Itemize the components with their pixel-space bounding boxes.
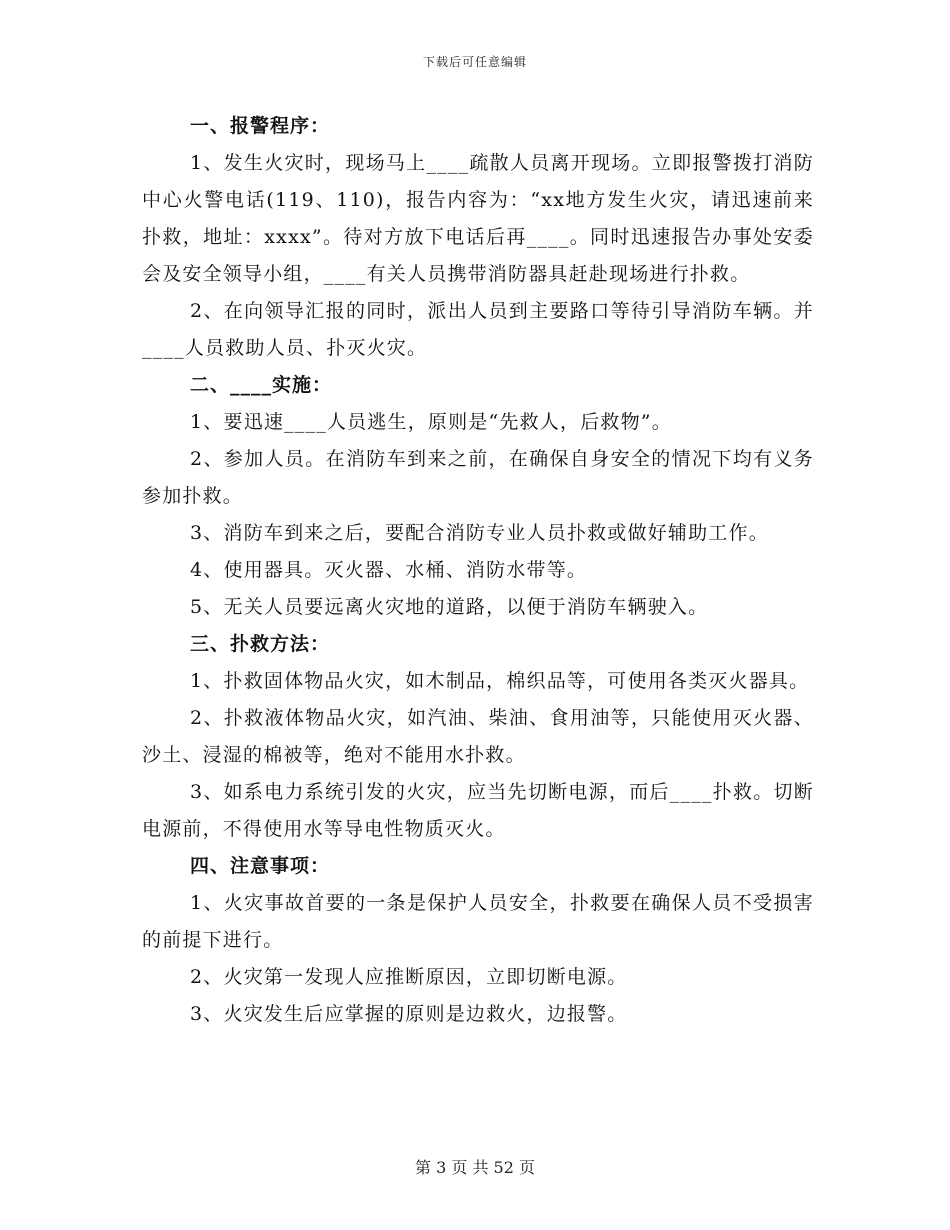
page-number: 第 3 页 共 52 页	[415, 1158, 535, 1177]
paragraph: 3、消防车到来之后，要配合消防专业人员扑救或做好辅助工作。	[190, 522, 769, 544]
paragraph: 2、在向领导汇报的同时，派出人员到主要路口等待引导消防车辆。并____人员救助人员、扑灭火灾。	[142, 300, 814, 359]
paragraph: 3、火灾发生后应掌握的原则是边救火，边报警。	[190, 1003, 628, 1025]
paragraph: 5、无关人员要远离火灾地的道路，以便于消防车辆驶入。	[190, 596, 709, 618]
section-precautions	[142, 848, 814, 1033]
paragraph: 2、参加人员。在消防车到来之前，在确保自身安全的情况下均有义务参加扑救。	[142, 448, 814, 507]
paragraph: 4、使用器具。灭火器、水桶、消防水带等。	[190, 559, 588, 581]
paragraph: 1、要迅速____人员逃生，原则是“先救人，后救物”。	[190, 411, 672, 433]
page-header-note: 下载后可任意编辑	[422, 55, 527, 69]
paragraph: 1、火灾事故首要的一条是保护人员安全，扑救要在确保人员不受损害的前提下进行。	[142, 892, 814, 951]
document-body	[142, 108, 814, 1033]
paragraph: 1、扑救固体物品火灾，如木制品，棉织品等，可使用各类灭火器具。	[190, 670, 810, 692]
paragraph: 1、发生火灾时，现场马上____疏散人员离开现场。立即报警拨打消防中心火警电话(119、110)，报告内容为：“xx地方发生火灾，请迅速前来扑救，地址：xxxx”。待对方放下电话后再____。同时迅速报告办事处安委会及安全领导小组，____有关人员携带消防器具赶赴现场进行扑救。	[142, 152, 814, 285]
section-heading: 二、____实施：	[190, 374, 333, 396]
paragraph: 3、如系电力系统引发的火灾，应当先切断电源，而后____扑救。切断电源前，不得使用水等导电性物质灭火。	[142, 781, 814, 840]
section-alarm-procedure	[142, 108, 814, 367]
paragraph: 2、火灾第一发现人应推断原因，立即切断电源。	[190, 966, 628, 988]
section-implementation	[142, 367, 814, 626]
section-heading: 一、报警程序：	[190, 115, 331, 137]
section-heading: 三、扑救方法：	[190, 633, 331, 655]
paragraph: 2、扑救液体物品火灾，如汽油、柴油、食用油等，只能使用灭火器、沙土、浸湿的棉被等，绝对不能用水扑救。	[142, 707, 814, 766]
section-firefighting-methods	[142, 626, 814, 848]
section-heading: 四、注意事项：	[190, 855, 331, 877]
